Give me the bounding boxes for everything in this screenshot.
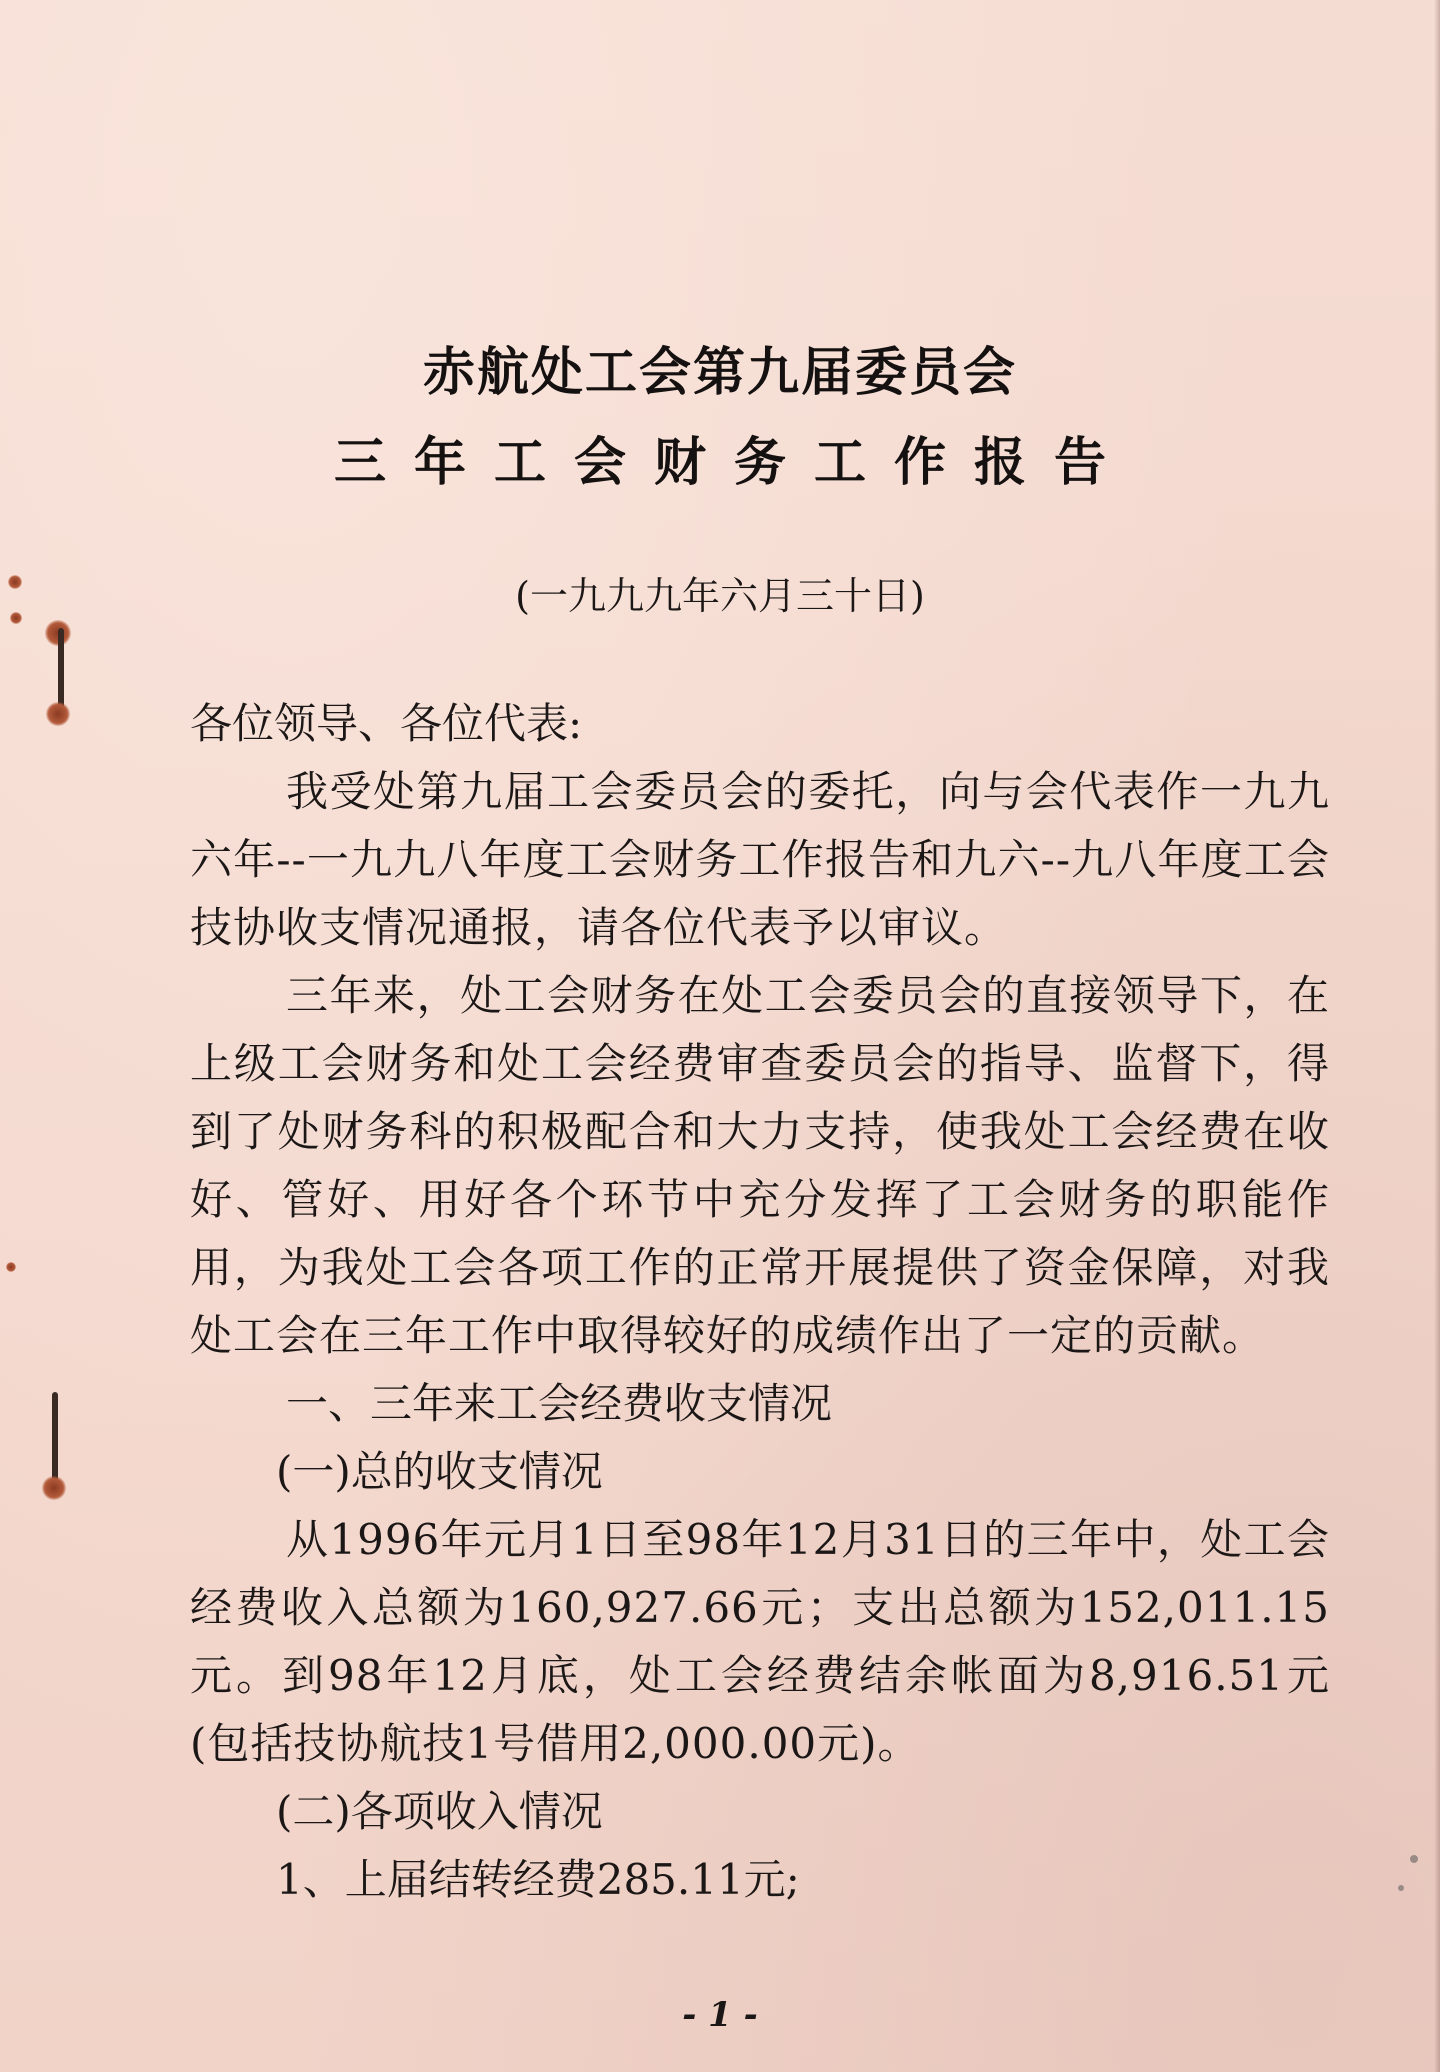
binding-staple [58, 628, 64, 710]
rust-mark [6, 1262, 16, 1272]
rust-mark [42, 1476, 66, 1500]
report-date: (一九九九年六月三十日) [515, 574, 925, 618]
greeting: 各位领导、各位代表: [190, 699, 583, 748]
paper-speck [1398, 1885, 1404, 1891]
page-number: - 1 - [682, 1995, 758, 2035]
report-title-line2: 三年工会财务工作报告 [333, 433, 1134, 493]
report-body [190, 690, 1330, 1914]
paragraph-summary: 三年来，处工会财务在处工会委员会的直接领导下，在上级工会财务和处工会经费审查委员会的指导、监督下，得到了处财务科的积极配合和大力支持，使我处工会经费在收好、管好、用好各个环节中充分发挥了工会财务的职能作用，为我处工会各项工作的正常开展提供了资金保障，对我处工会在三年工作中取得较好的成绩作出了一定的贡献。 [190, 971, 1330, 1360]
subsection-heading: (二)各项收入情况 [276, 1787, 603, 1836]
report-title-line1: 赤航处工会第九届委员会 [422, 343, 1017, 403]
page-edge-shadow [1434, 0, 1440, 2072]
paragraph-totals: 从1996年元月1日至98年12月31日的三年中，处工会经费收入总额为160,927.66元；支出总额为152,011.15元。到98年12月底，处工会经费结余帐面为8,916.51元 (包括技协航技1号借用2,000.00元)。 [190, 1515, 1330, 1768]
subsection-heading: (一)总的收支情况 [276, 1447, 603, 1496]
paper-speck [1410, 1855, 1418, 1863]
paragraph-intro: 我受处第九届工会委员会的委托，向与会代表作一九九六年--一九九八年度工会财务工作报告和九六--九八年度工会技协收支情况通报，请各位代表予以审议。 [190, 767, 1330, 952]
rust-mark [46, 702, 70, 726]
list-item: 1、上届结转经费285.11元; [276, 1855, 800, 1904]
section-heading: 一、三年来工会经费收支情况 [286, 1379, 833, 1428]
